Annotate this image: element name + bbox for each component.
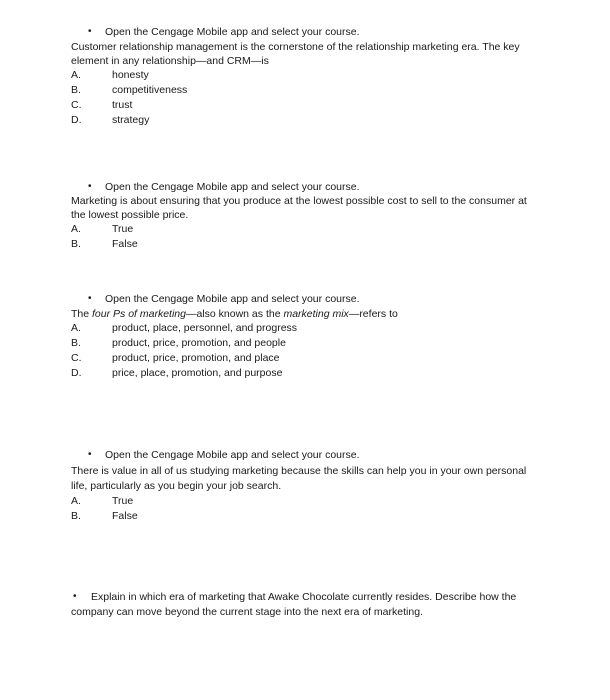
question-stem: Customer relationship management is the cornerstone of the relationship marketing era. The key element in any relationship—and CRM—is [71,41,520,67]
option-text: False [112,238,138,250]
stem-term-marketing-mix: marketing mix [283,308,349,320]
option-letter: D. [71,114,82,126]
instruction-text: Open the Cengage Mobile app and select your course. [105,181,360,193]
option-letter: B. [71,238,81,250]
option-letter: C. [71,99,82,111]
question-stem [71,307,541,321]
option-d[interactable] [71,366,541,381]
option-letter: A. [71,322,81,334]
option-letter: A. [71,69,81,81]
stem-text: —also known as the [185,308,284,320]
instruction-text: Open the Cengage Mobile app and select your course. [105,26,360,38]
option-text: True [112,495,134,507]
option-text: honesty [112,69,149,81]
question-1 [71,25,541,128]
option-a[interactable] [71,321,541,336]
instruction-line [71,25,541,39]
option-b[interactable] [71,237,536,252]
stem-text: —refers to [348,308,398,320]
question-stem: Marketing is about ensuring that you produce at the lowest possible cost to sell to the consumer at the lowest possible price. [71,195,527,221]
option-text: product, place, personnel, and progress [112,322,298,334]
option-a[interactable] [71,222,536,237]
option-text: trust [112,99,133,111]
option-text: product, price, promotion, and people [112,337,286,349]
open-question [71,590,533,620]
instruction-text: Open the Cengage Mobile app and select your course. [105,293,360,305]
open-question-text: Explain in which era of marketing that Awake Chocolate currently resides. Describe how the company can move beyond the current stage into the next era of marketing. [71,591,517,618]
option-text: competitiveness [112,84,188,96]
bullet-icon: • [73,591,77,602]
option-b[interactable] [71,336,541,351]
stem-text: The [71,308,93,320]
option-b[interactable] [71,83,541,98]
option-text: price, place, promotion, and purpose [112,367,283,379]
bullet-icon: • [88,293,92,304]
option-letter: D. [71,367,82,379]
instruction-line [71,448,531,462]
option-letter: A. [71,495,81,507]
option-text: product, price, promotion, and place [112,352,280,364]
option-letter: C. [71,352,82,364]
option-a[interactable] [71,494,531,509]
instruction-line [71,292,541,306]
question-stem: There is value in all of us studying marketing because the skills can help you in your own personal life, particularly as you begin your job search. [71,465,527,492]
option-text: strategy [112,114,150,126]
question-4 [71,448,531,524]
option-text: False [112,510,138,522]
option-letter: A. [71,223,81,235]
option-letter: B. [71,510,81,522]
option-a[interactable] [71,68,541,83]
option-c[interactable] [71,351,541,366]
option-b[interactable] [71,509,531,524]
option-c[interactable] [71,98,541,113]
bullet-icon: • [88,26,92,37]
bullet-icon: • [88,449,92,460]
option-letter: B. [71,337,81,349]
question-3 [71,292,541,381]
bullet-icon: • [88,181,92,192]
stem-term-four-ps: four Ps of marketing [92,308,186,320]
option-text: True [112,223,134,235]
instruction-text: Open the Cengage Mobile app and select your course. [105,449,360,461]
option-letter: B. [71,84,81,96]
instruction-line [71,180,536,194]
question-2 [71,180,536,252]
option-d[interactable] [71,113,541,128]
